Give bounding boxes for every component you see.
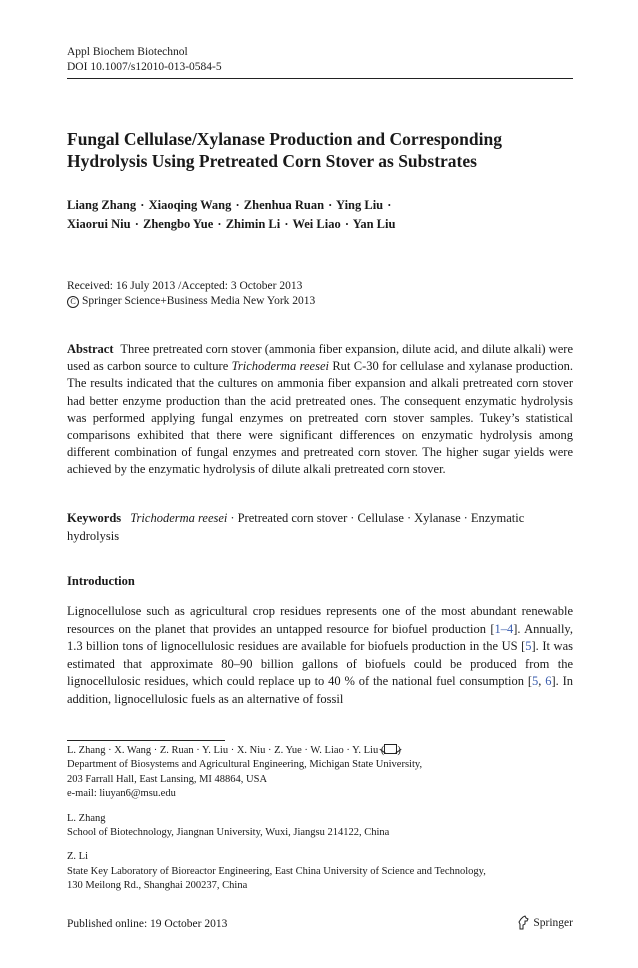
received-info: [67, 279, 315, 309]
citation-link[interactable]: 6: [545, 674, 552, 689]
author-separator: ·: [284, 217, 289, 231]
author: Yan Liu: [352, 217, 396, 231]
introduction-heading: Introduction: [67, 574, 135, 588]
email-link[interactable]: e-mail: liuyan6@msu.edu: [67, 788, 176, 800]
affiliation-line: Department of Biosystems and Agricultural Engineering, Michigan State University,: [67, 759, 423, 771]
author-separator: ·: [134, 217, 139, 231]
received-dates: Received: 16 July 2013 /Accepted: 3 October 2013: [67, 280, 303, 292]
author: Zhenhua Ruan: [243, 198, 325, 212]
author: Zhengbo Yue: [142, 217, 214, 231]
author-list: [67, 196, 573, 234]
keyword-separator: ·: [406, 511, 412, 525]
header-divider: [67, 78, 573, 79]
citation-link[interactable]: 5: [525, 639, 532, 654]
intro-text: ]. Annually, 1.3 billion tons of lignocellulosic residues are available for biofuels production in the US [: [67, 621, 573, 654]
author-separator: ·: [140, 198, 145, 212]
affiliation-block: [67, 850, 573, 893]
keyword-separator: ·: [230, 511, 235, 525]
doi[interactable]: DOI 10.1007/s12010-013-0584-5: [67, 61, 222, 73]
copyright-line: [67, 294, 315, 309]
affiliation-line: School of Biotechnology, Jiangnan University, Wuxi, Jiangsu 214122, China: [67, 827, 390, 839]
title-line-1: Fungal Cellulase/Xylanase Production and Corresponding: [67, 129, 502, 149]
author: Zhimin Li: [225, 217, 281, 231]
published-date: Published online: 19 October 2013: [67, 918, 228, 930]
affiliation-line: 130 Meilong Rd., Shanghai 200237, China: [67, 880, 248, 892]
keyword-separator: ·: [463, 511, 468, 525]
intro-text: Lignocellulose such as agricultural crop residues represents one of the most abundant renewable resources on the planet that provides an untapped resource for biofuel production [: [67, 604, 573, 636]
footnote-divider: [67, 740, 225, 741]
abstract: [67, 341, 573, 479]
keyword-separator: ·: [350, 511, 355, 525]
journal-name: Appl Biochem Biotechnol: [67, 46, 188, 58]
intro-text: ,: [538, 674, 546, 689]
keywords: [67, 509, 573, 545]
citation-link[interactable]: 1–4: [494, 621, 514, 636]
abstract-label: Abstract: [67, 342, 114, 356]
author-separator: ·: [387, 198, 392, 212]
title-line-2: Hydrolysis Using Pretreated Corn Stover as Substrates: [67, 151, 477, 171]
publisher-logo: [517, 915, 573, 930]
author-separator: ·: [344, 217, 350, 231]
affiliation-author: L. Zhang: [67, 812, 106, 824]
keyword: Cellulase: [357, 511, 404, 525]
article-page: [67, 0, 573, 968]
author-separator: ·: [217, 217, 222, 231]
envelope-icon[interactable]: [384, 744, 397, 754]
citation-link[interactable]: 5: [532, 674, 539, 689]
abstract-text: Three pretreated corn stover (ammonia fiber expansion, dilute acid, and dilute alkali) were used as carbon source to culture: [67, 342, 574, 374]
affiliation-line: 203 Farrall Hall, East Lansing, MI 48864, USA: [67, 773, 268, 785]
affiliation-author: Z. Li: [67, 851, 88, 863]
article-title: [67, 128, 573, 172]
publisher-name: Springer: [533, 916, 573, 929]
keyword: Enzymatic hydrolysis: [67, 511, 525, 543]
keyword: Xylanase: [414, 511, 461, 525]
springer-horse-icon: [517, 915, 530, 930]
author: Wei Liao: [292, 217, 341, 231]
introduction-paragraph: [67, 603, 573, 709]
affiliation-line: State Key Laboratory of Bioreactor Engineering, East China University of Science and Technology,: [67, 865, 486, 877]
copyright-icon: C: [67, 296, 79, 308]
author: Xiaoqing Wang: [148, 198, 232, 212]
author-separator: ·: [328, 198, 333, 212]
keyword: Pretreated corn stover: [237, 511, 348, 525]
author: Ying Liu: [336, 198, 384, 212]
keyword: Trichoderma reesei: [130, 511, 228, 525]
journal-header: [67, 45, 222, 75]
intro-text: ]. In addition, lignocellulosic fuels as an alternative of fossil: [67, 674, 574, 706]
footnotes: [67, 744, 573, 904]
species-name: Trichoderma reesei: [231, 359, 329, 374]
abstract-text: Rut C-30 for cellulase and xylanase production. The results indicated that the cultures on ammonia fiber expansion and alkali pretreated corn stover had better enzyme production than the acid pretreated ones. The consequent enzymatic hydrolysis was performed applying fungal enzymes on pretreated corn stover samples. Tukey’s statistical comparisons exhibited that there were significant differences on enzymatic hydrolysis among different combination of fungal enzymes and pretreated corn stover. The higher sugar yields were achieved by the enzymatic hydrolysis of dilute alkali pretreated corn stover.: [67, 359, 573, 477]
author: Xiaorui Niu: [67, 217, 131, 231]
author: Liang Zhang: [67, 198, 137, 212]
affiliation-block: [67, 812, 573, 841]
author-separator: ·: [235, 198, 240, 212]
copyright-text: Springer Science+Business Media New York 2013: [82, 295, 316, 307]
intro-text: ]. It was estimated that approximate 80–90 billion gallons of biofuels could be produced from the lignocellulosic residues, which could replace up to 40 % of the national fuel consumption [: [67, 639, 573, 689]
corresponding-authors: L. Zhang · X. Wang · Z. Ruan · Y. Liu · X. Niu · Z. Yue · W. Liao · Y. Liu ( ): [67, 745, 401, 756]
keywords-label: Keywords: [67, 511, 122, 525]
affiliation-block: [67, 744, 573, 802]
